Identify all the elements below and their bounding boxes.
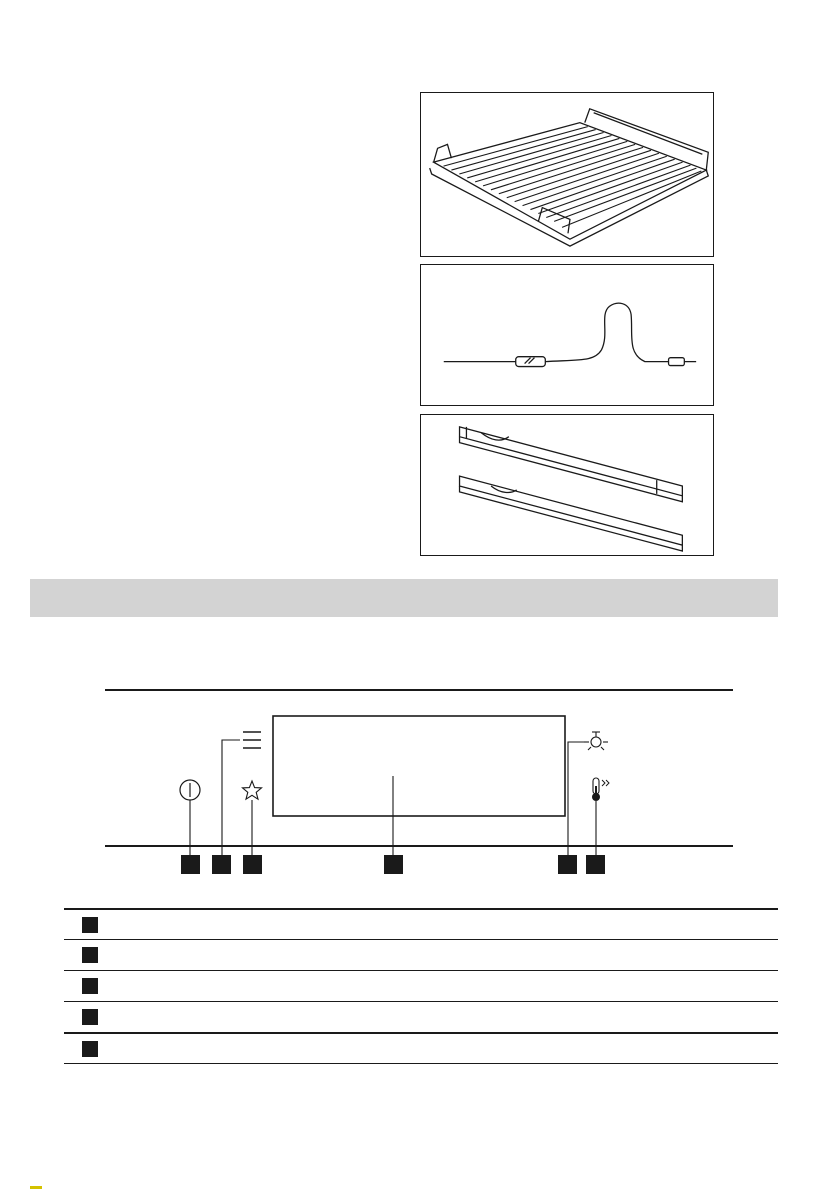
- wire-shelf-illustration: [421, 93, 713, 256]
- legend-row: [64, 908, 778, 939]
- legend-table: [64, 908, 778, 1064]
- legend-row: [64, 1032, 778, 1063]
- section-heading-bar: [30, 579, 778, 617]
- wire-shelf-figure: [420, 92, 714, 257]
- legend-bottom-rule: [64, 1063, 778, 1064]
- fast-heat-up-icon[interactable]: [592, 778, 609, 801]
- telescopic-runners-figure: [420, 414, 714, 556]
- callout-favourites: [243, 855, 262, 874]
- core-temperature-sensor-illustration: [421, 265, 713, 405]
- legend-marker: [82, 1041, 98, 1057]
- legend-marker: [82, 978, 98, 994]
- page-corner-mark: [30, 1186, 42, 1189]
- callout-on-off: [181, 855, 200, 874]
- core-temperature-sensor-figure: [420, 264, 714, 406]
- callout-fast-heat-up: [586, 855, 605, 874]
- legend-marker: [82, 947, 98, 963]
- favourite-star-icon[interactable]: [243, 781, 262, 799]
- legend-row: [64, 1001, 778, 1032]
- telescopic-runners-illustration: [421, 415, 713, 555]
- legend-row: [64, 970, 778, 1001]
- on-off-icon[interactable]: [180, 780, 200, 800]
- legend-marker: [82, 1009, 98, 1025]
- callout-menu: [212, 855, 231, 874]
- leader-lines: [190, 740, 596, 855]
- menu-icon[interactable]: [243, 732, 261, 748]
- shelf-bars: [444, 127, 702, 228]
- callout-display: [384, 855, 403, 874]
- legend-row: [64, 939, 778, 970]
- legend-marker: [82, 917, 98, 933]
- callout-light: [558, 855, 577, 874]
- panel-icons: [0, 680, 840, 880]
- display: [273, 716, 565, 816]
- light-icon[interactable]: [584, 732, 608, 750]
- control-panel-diagram: [0, 680, 840, 880]
